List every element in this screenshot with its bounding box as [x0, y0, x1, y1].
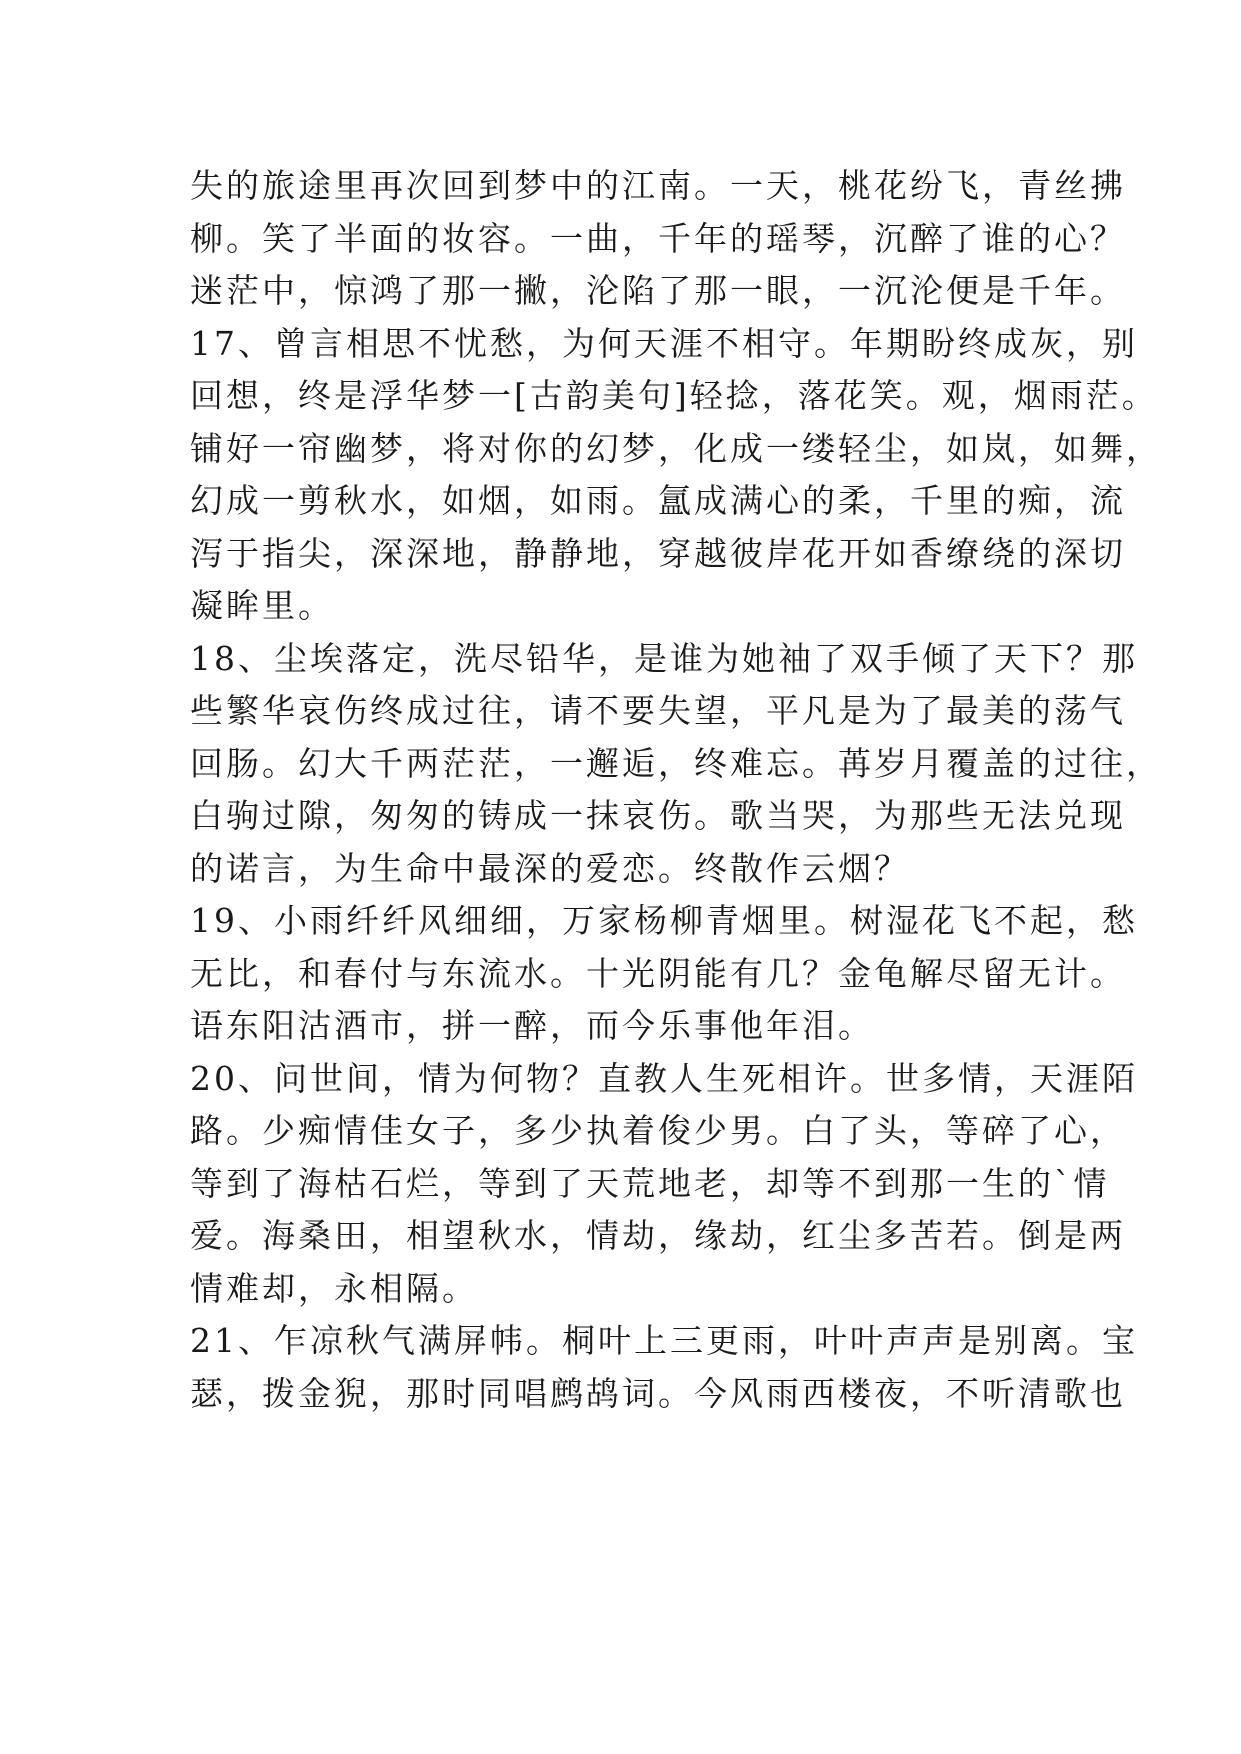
text-line: 20、问世间，情为何物？直教人生死相许。世多情，天涯陌: [190, 1058, 1138, 1098]
text-line: 失的旅途里再次回到梦中的江南。一天，桃花纷飞，青丝拂: [190, 166, 1126, 205]
document-body: [190, 160, 1162, 1420]
text-line: 回肠。幻大千两茫茫，一邂逅，终难忘。苒岁月覆盖的过往，: [190, 743, 1162, 783]
text-line: 些繁华哀伤终成过往，请不要失望，平凡是为了最美的荡气: [190, 691, 1126, 730]
text-line: 无比，和春付与东流水。十光阴能有几？金龟解尽留无计。: [190, 953, 1126, 993]
text-line: 21、乍凉秋气满屏帏。桐叶上三更雨，叶叶声声是别离。宝: [190, 1321, 1138, 1360]
text-line: 凝眸里。: [190, 586, 334, 625]
text-line: 情难却，永相隔。: [190, 1268, 478, 1308]
text-line: 柳。笑了半面的妆容。一曲，千年的瑶琴，沉醉了谁的心？: [190, 218, 1126, 258]
text-line: 白驹过隙，匆匆的铸成一抹哀伤。歌当哭，为那些无法兑现: [190, 796, 1126, 835]
text-line: 19、小雨纤纤风细细，万家杨柳青烟里。树湿花飞不起，愁: [190, 901, 1138, 940]
text-line: 幻成一剪秋水，如烟，如雨。氲成满心的柔，千里的痴，流: [190, 481, 1126, 520]
text-line: 迷茫中，惊鸿了那一撇，沦陷了那一眼，一沉沦便是千年。: [190, 271, 1126, 310]
text-line: 18、尘埃落定，洗尽铅华，是谁为她袖了双手倾了天下？那: [190, 638, 1138, 678]
text-line: 铺好一帘幽梦，将对你的幻梦，化成一缕轻尘，如岚，如舞，: [190, 428, 1162, 468]
text-line: 爱。海桑田，相望秋水，情劫，缘劫，红尘多苦若。倒是两: [190, 1216, 1126, 1255]
text-line: 瑟，拨金猊，那时同唱鹧鸪词。今风雨西楼夜，不听清歌也: [190, 1373, 1126, 1413]
text-line: 语东阳沽酒市，拼一醉，而今乐事他年泪。: [190, 1006, 874, 1045]
text-line: 的诺言，为生命中最深的爱恋。终散作云烟？: [190, 848, 910, 888]
text-line: 回想，终是浮华梦一[古韵美句]轻捻，落花笑。观，烟雨茫。: [190, 376, 1158, 415]
text-line: 17、曾言相思不忧愁，为何天涯不相守。年期盼终成灰，别: [190, 323, 1138, 363]
text-line: 路。少痴情佳女子，多少执着俊少男。白了头，等碎了心，: [190, 1111, 1126, 1150]
text-line: 泻于指尖，深深地，静静地，穿越彼岸花开如香缭绕的深切: [190, 533, 1126, 573]
text-line: 等到了海枯石烂，等到了天荒地老，却等不到那一生的`情: [190, 1163, 1110, 1203]
